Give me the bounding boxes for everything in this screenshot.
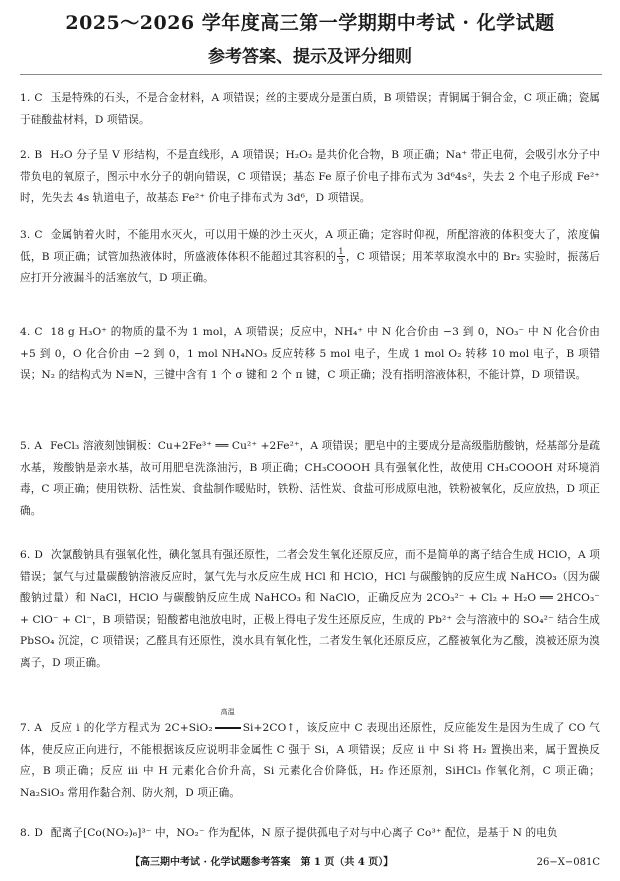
answer-letter: C xyxy=(34,229,43,241)
answer-item-8 xyxy=(20,823,600,845)
answer-item-5 xyxy=(20,436,600,522)
explanation-text-cont: ，C 项错误；用苯萃取溴水中的 Br₂ 实验时，振荡后应打开分液漏斗的活塞放气，D 项正确。 xyxy=(20,250,600,284)
page-footer xyxy=(20,853,600,873)
footer-label: 【高三期中考试 · 化学试题参考答案 第 1 页（共 4 页）】 xyxy=(130,857,394,868)
question-number: 3. xyxy=(20,229,31,241)
explanation-text: 18 g H₃O⁺ 的物质的量不为 1 mol，A 项错误；反应中，NH₄⁺ 中 N 化合价由 −3 到 0，NO₃⁻ 中 N 化合价由 +5 到 0，O 化合价由 −2 到 0，1 mol NH₄NO₃ 反应转移 5 mol 电子，生成 1 mol O₂ 转移 10 mol 电子，B 项错误；N₂ 的结构式为 N≡N，三键中含有 1 个 σ 键和 2 个 π 键，C 项正确；没有指明溶液体积，不能计算，D 项错误。 xyxy=(20,326,600,381)
answer-item-6 xyxy=(20,545,600,674)
header-divider xyxy=(20,74,602,75)
question-number: 8. xyxy=(20,827,31,839)
answer-letter: C xyxy=(34,326,43,338)
explanation-text: FeCl₃ 溶液刻蚀铜板：Cu+2Fe³⁺ ══ Cu²⁺ +2Fe²⁺，A 项错误；肥皂中的主要成分是高级脂肪酸钠，烃基部分是疏水基，羧酸钠是亲水基，故可用肥皂洗涤油污，B 项正确；CH₃COOOH 具有强氧化性，故使用 CH₃COOOH 对环境消毒，C 项正确；使用铁粉、活性炭、食盐制作暖贴时，铁粉、活性炭、食盐可形成原电池，铁粉被氧化，反应放热，D 项正确。 xyxy=(20,440,600,517)
answer-letter: B xyxy=(34,149,43,161)
answer-item-1 xyxy=(20,88,600,131)
explanation-text: 次氯酸钠具有强氧化性，碘化氢具有强还原性，二者会发生氧化还原反应，而不是简单的离子结合生成 HClO，A 项错误；氯气与过量碳酸钠溶液反应时，氯气先与水反应生成 HCl 和 HClO，HCl 与碳酸钠的反应生成 NaHCO₃（因为碳酸钠过量）和 NaCl，HClO 与碳酸钠反应生成 NaHCO₃ 和 NaClO，正确反应为 2CO₃²⁻ + Cl₂ + H₂O ══ 2HCO₃⁻ + ClO⁻ + Cl⁻，B 项错误；铅酸蓄电池放电时，正极上得电子发生还原反应，生成的 Pb²⁺ 会与溶液中的 SO₄²⁻ 结合生成 PbSO₄ 沉淀，C 项错误；乙醛具有还原性，溴水具有氧化性，二者发生氧化还原反应，乙醛被氧化为乙酸，溴被还原为溴离子，D 项正确。 xyxy=(20,549,600,669)
question-number: 4. xyxy=(20,326,31,338)
footer-code: 26−X−081C xyxy=(536,857,600,868)
answer-letter: A xyxy=(34,722,43,734)
answer-item-4 xyxy=(20,322,600,387)
answer-letter: C xyxy=(34,92,43,104)
question-number: 2. xyxy=(20,149,31,161)
answer-letter: D xyxy=(34,549,43,561)
page-subtitle: 参考答案、提示及评分细则 xyxy=(208,47,412,67)
reaction-condition-label: 高温 xyxy=(220,708,235,716)
page-title: 2025～2026 学年度高三第一学期期中考试 · 化学试题 xyxy=(65,12,555,34)
explanation-text: 反应 ⅰ 的化学方程式为 2C+SiO₂ xyxy=(50,722,213,734)
explanation-text: 配离子[Co(NO₂)₆]³⁻ 中，NO₂⁻ 作为配体，N 原子提供孤电子对与中心离子 Co³⁺ 配位，是基于 N 的电负 xyxy=(50,827,558,839)
question-number: 6. xyxy=(20,549,31,561)
explanation-text: H₂O 分子呈 V 形结构，不是直线形，A 项错误；H₂O₂ 是共价化合物，B 项正确；Na⁺ 带正电荷，会吸引水分子中带负电的氧原子，图示中水分子的朝向错误，C 项错误；基态 Fe 原子价电子排布式为 3d⁶4s²，失去 2 个电子形成 Fe²⁺ 时，先失去 4s 轨道电子，故基态 Fe²⁺ 价电子排布式为 3d⁶，D 项错误。 xyxy=(20,149,600,204)
question-number: 1. xyxy=(20,92,31,104)
equals-arrow xyxy=(215,727,241,729)
explanation-text: 金属钠着火时，不能用水灭火，可以用干燥的沙土灭火，A 项正确；定容时仰视，所配溶液的体积变大了，浓度偏低，B 项正确；试管加热液体时，所盛液体体积不能超过其容积的 xyxy=(20,229,600,263)
fraction-numerator: 1 xyxy=(338,247,344,256)
explanation-text-cont: Si+2CO↑，该反应中 C 表现出还原性，反应能发生是因为生成了 CO 气体，使反应正向进行，不能根据该反应说明非金属性 C 强于 Si，A 项错误；反应 ⅱ 中 Si 将 H₂ 置换出来，属于置换反应，B 项正确；反应 ⅲ 中 H 元素化合价升高，Si 元素化合价降低，H₂ 作还原剂，SiHCl₃ 作氧化剂，C 项正确；Na₂SiO₃ 常用作黏合剂、防火剂，D 项正确。 xyxy=(20,722,601,799)
fraction-denominator: 3 xyxy=(338,257,344,266)
fraction-one-third xyxy=(337,247,344,266)
question-number: 7. xyxy=(20,722,31,734)
answer-item-2 xyxy=(20,145,600,210)
answer-letter: D xyxy=(34,827,43,839)
question-number: 5. xyxy=(20,440,31,452)
reaction-condition xyxy=(213,708,243,740)
answer-item-7 xyxy=(20,708,601,804)
answer-item-3 xyxy=(20,225,600,290)
explanation-text: 玉是特殊的石头，不是合金材料，A 项错误；丝的主要成分是蛋白质，B 项错误；青铜属于铜合金，C 项正确；瓷属于硅酸盐材料，D 项错误。 xyxy=(20,92,600,126)
answer-letter: A xyxy=(34,440,43,452)
